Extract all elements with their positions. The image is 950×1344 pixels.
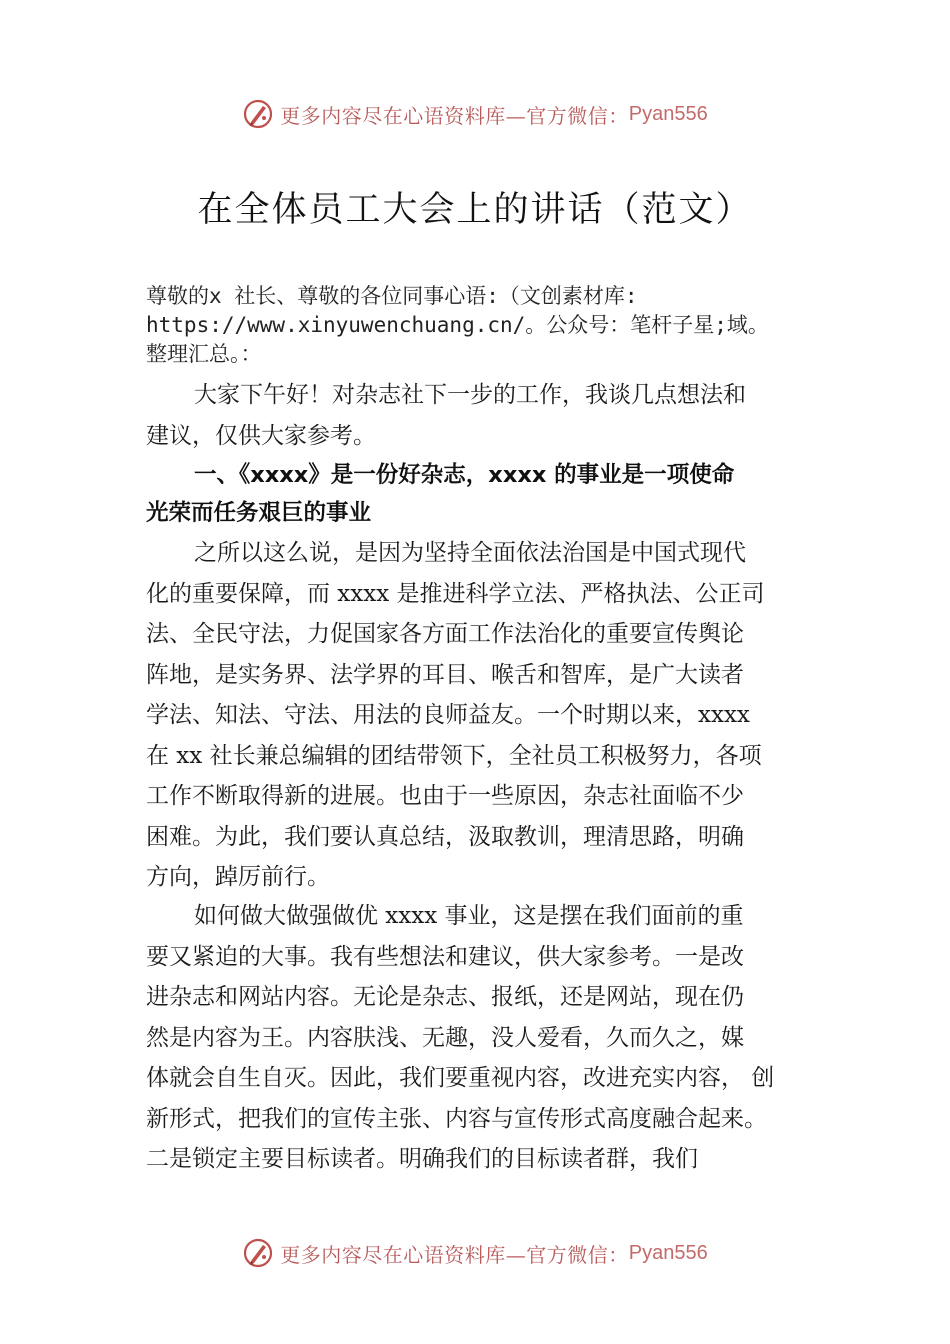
text-line: 新形式，把我们的宣传主张、内容与宣传形式高度融合起来。 (146, 1105, 767, 1132)
banner-wechat-id: Pyan556 (628, 102, 708, 125)
footer-watermark-banner (0, 1233, 950, 1273)
text-line: 二是锁定主要目标读者。明确我们的目标读者群，我们 (146, 1146, 698, 1172)
salutation (146, 282, 826, 369)
text-line: 之所以这么说，是因为坚持全面依法治国是中国式现代 (194, 540, 746, 566)
text-line: 法、全民守法，力促国家各方面工作法治化的重要宣传舆论 (146, 621, 744, 647)
text-line: 工作不断取得新的进展。也由于一些原因，杂志社面临不少 (146, 783, 744, 809)
paragraph-2 (146, 896, 826, 1180)
banner-text: 更多内容尽在心语资料库—官方微信： (280, 1242, 629, 1267)
banner-text: 更多内容尽在心语资料库—官方微信： (280, 103, 629, 128)
greeting-paragraph (146, 375, 826, 456)
banner-wechat-id: Pyan556 (628, 1241, 708, 1264)
text-line: 要又紧迫的大事。我有些想法和建议，供大家参考。一是改 (146, 943, 744, 970)
text-line: 在 xx 社长兼总编辑的团结带领下，全社员工积极努力，各项 (146, 742, 762, 769)
document-title: 在全体员工大会上的讲话（范文） (197, 190, 753, 230)
text-line: 学法、知法、守法、用法的良师益友。一个时期以来，xxxx (146, 702, 750, 728)
pen-logo-icon (242, 1237, 274, 1269)
paragraph-1 (146, 533, 826, 898)
text-line: 方向，踔厉前行。 (146, 864, 330, 890)
text-line: 阵地，是实务界、法学界的耳目、喉舌和智库，是广大读者 (146, 661, 744, 688)
salutation-line: 尊敬的x 社长、尊敬的各位同事心语:（文创素材库: (146, 284, 638, 308)
salutation-line: https://www.xinyuwenchuang.cn/。公众号：笔杆子星;域。 (146, 313, 769, 337)
salutation-line: 整理汇总。： (146, 342, 262, 366)
text-line: 体就会自生自灭。因此，我们要重视内容，改进充实内容， 创 (146, 1065, 775, 1091)
text-line: 困难。为此，我们要认真总结，汲取教训，理清思路，明确 (146, 823, 744, 850)
text-line: 然是内容为王。内容肤浅、无趣，没人爱看，久而久之，媒 (146, 1024, 744, 1051)
text-line: 建议，仅供大家参考。 (146, 422, 376, 449)
heading-line: 一、《xxxx》是一份好杂志，xxxx 的事业是一项使命 (194, 462, 735, 488)
section-heading-1 (146, 456, 826, 532)
text-line: 化的重要保障，而 xxxx 是推进科学立法、严格执法、公正司 (146, 580, 765, 607)
text-line: 如何做大做强做优 xxxx 事业，这是摆在我们面前的重 (194, 903, 744, 929)
heading-line: 光荣而任务艰巨的事业 (146, 500, 372, 526)
header-watermark-banner (0, 94, 950, 134)
text-line: 进杂志和网站内容。无论是杂志、报纸，还是网站，现在仍 (146, 984, 744, 1010)
text-line: 大家下午好！对杂志社下一步的工作，我谈几点想法和 (194, 382, 746, 408)
pen-logo-icon (242, 98, 274, 130)
